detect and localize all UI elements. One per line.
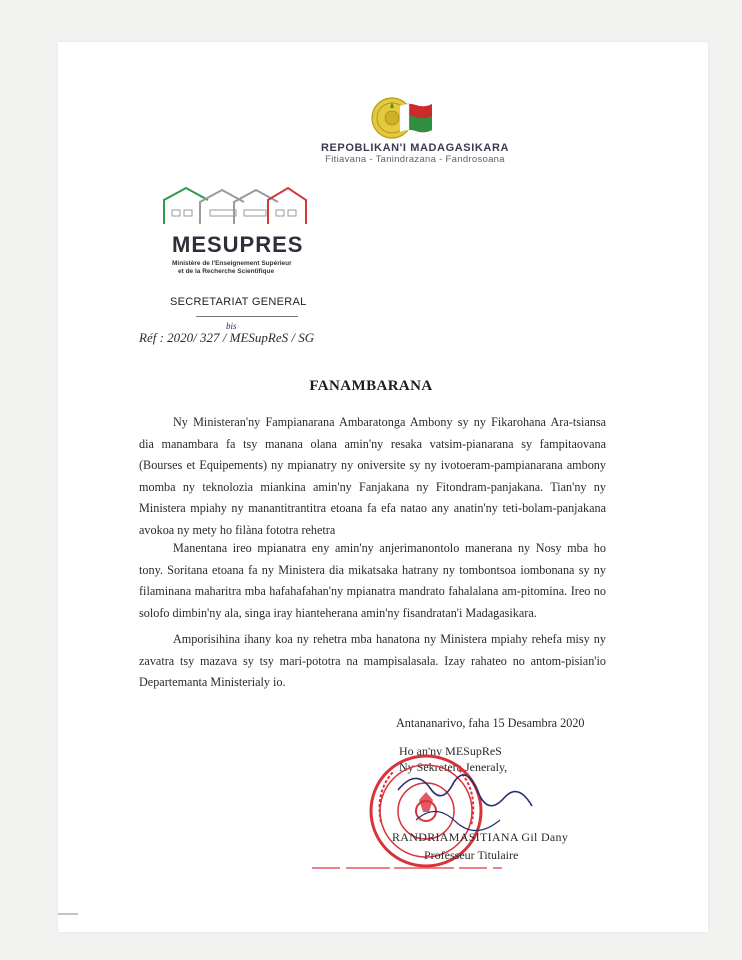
scan-artifact: [312, 866, 502, 870]
signature-role-line: Ny Sekretera Jeneraly,: [399, 760, 508, 774]
republic-name: REPOBLIKAN'I MADAGASIKARA: [320, 142, 510, 154]
department-underline: [196, 316, 298, 317]
body-paragraph-1: [139, 412, 606, 541]
body-paragraph-3: [139, 629, 606, 694]
signature-for-line: Ho an'ny MESupReS: [399, 744, 502, 758]
scan-edge-mark: [58, 912, 78, 916]
ministry-houses-logo-icon: [160, 184, 310, 228]
body-paragraph-2: [139, 538, 606, 624]
ministry-acronym: MESUPRES: [172, 232, 304, 257]
document-title: FANAMBARANA: [309, 378, 433, 394]
reference-number: Réf : 2020/ 327 / MESupReS / SG: [139, 330, 315, 345]
ministry-fullname-line1: Ministère de l'Enseignement Supérieur: [172, 260, 292, 267]
department-name: SECRETARIAT GENERAL: [170, 296, 307, 308]
paragraph-text: Manentana ireo mpianatra eny amin'ny anjerimanontolo manerana ny Nosy mba ho tony. Soritana etoana fa ny Ministera dia mikatsaka hatrany ny tombontsoa iombonana sy ny filaminana maharitra mba hafahafahan'ny mpianatra mandrato fahalalana am-pitomina. Ireo no solofo dimbin'ny ala, singa iray hianteherana amin'ny fisandratan'i Madagasikara.: [139, 541, 606, 620]
paragraph-text: Ny Ministeran'ny Fampianarana Ambaratonga Ambony sy ny Fikarohana Ara-tsiansa dia manambara fa tsy manana olana amin'ny resaka vatsim-pianarana sy fampitaovana (Bourses et Equipements) ny mpianatry ny oniversite sy ny ivotoeram-pampianarana ambony momba ny teknolozia miankina amin'ny Fanjakana ny Fitondram-panjakana. Tian'ny ny Ministera mpiahy ny manantitrantitra etoana fa efa natao any anatin'ny teti-bolam-panjakana avokoa ny mety ho filàna fototra rehetra: [139, 415, 606, 537]
ministry-fullname-line2: et de la Recherche Scientifique: [178, 268, 275, 275]
republic-motto: Fitiavana - Tanindrazana - Fandrosoana: [325, 154, 505, 165]
reference-handwritten-mark: bis: [226, 321, 237, 331]
place-date: Antananarivo, faha 15 Desambra 2020: [396, 716, 585, 730]
paragraph-text: Amporisihina ihany koa ny rehetra mba hanatona ny Ministera mpiahy rehefa misy ny zavatra tsy mazava sy tsy mari-pototra na mampisalasala. Izay rahateo no antom-pisian'io Departemanta Ministerialy io.: [139, 632, 606, 689]
madagascar-flag-icon: [398, 100, 434, 134]
signatory-title: Professeur Titulaire: [424, 848, 519, 862]
signatory-name: RANDRIAMASITIANA Gil Dany: [392, 830, 569, 844]
